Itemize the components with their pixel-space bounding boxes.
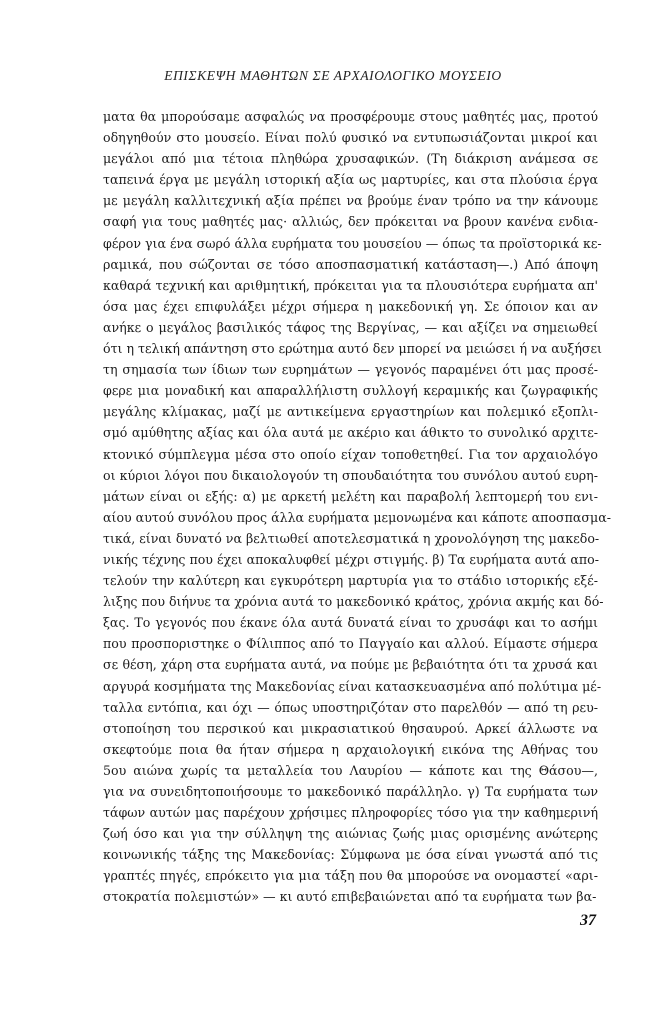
text-line: φέρον για ένα σωρό άλλα ευρήματα του μουσείου — όπως τα προϊστορικά κε- (103, 235, 602, 251)
text-line: ξας. Το γεγονός που έκανε όλα αυτά δυνατά είναι το χρυσάφι και το ασήμι (103, 615, 598, 631)
text-line: τελούν την καλύτερη και εγκυρότερη μαρτυρία για το στάδιο ιστορικής εξέ- (103, 573, 598, 589)
text-line: ταλλα εντόπια, και όχι — όπως υποστηριζόταν στο παρελθόν — από τη ρευ- (103, 699, 598, 715)
text-line: αργυρά κοσμήματα της Μακεδονίας είναι κατασκευασμένα από πολύτιμα μέ- (103, 678, 602, 694)
text-line: ανήκε ο μεγάλος βασιλικός τάφος της Βεργίνας, — και αξίζει να σημειωθεί (103, 319, 598, 335)
text-line: μάτων είναι οι εξής: α) με αρκετή μελέτη και παραβολή λεπτομερή του ενι- (103, 488, 598, 504)
text-line: ζωή όσο και για την σύλληψη της αιώνιας ζωής μιας ορισμένης ανώτερης (103, 826, 598, 842)
text-line: τη σημασία των ίδιων των ευρημάτων — γεγονός παραμένει ότι μας προσέ- (103, 362, 598, 378)
text-line: στοκρατία πολεμιστών» — κι αυτό επιβεβαιώνεται από τα ευρήματα των βα- (103, 889, 597, 905)
text-line: αίου αυτού συνόλου προς άλλα ευρήματα μεμονωμένα και κάποτε αποσπασμα- (103, 509, 611, 525)
text-line: μεγάλης κλίμακας, μαζί με αντικείμενα εργαστηρίων και πολεμικό εξοπλι- (103, 404, 598, 420)
text-line: καθαρά τεχνική και αριθμητική, πρόκειται για τα πλουσιότερα ευρήματα απ' (103, 277, 598, 293)
text-line: οι κύριοι λόγοι που δικαιολογούν τη σπουδαιότητα του συνόλου αυτού ευρη- (103, 467, 598, 483)
text-line: ταπεινά έργα με μεγάλη ιστορική αξία ως μαρτυρίες, και στα πλούσια έργα (103, 172, 598, 188)
body-text-block (103, 106, 611, 908)
text-line: με μεγάλη καλλιτεχνική αξία πρέπει να βρούμε έναν τρόπο να την κάνουμε (103, 193, 598, 209)
text-line: όσα μας έχει επιφυλάξει μέχρι σήμερα η μακεδονική γη. Σε όποιον και αν (103, 298, 598, 314)
text-line: σε θέση, χάρη στα ευρήματα αυτά, να πούμε με βεβαιότητα ότι τα χρυσά και (103, 657, 598, 673)
page-number: 37 (580, 912, 596, 929)
text-line: σμό αμύθητης αξίας και όλα αυτά με ακέριο και άθικτο το συνολικό αρχιτε- (103, 425, 598, 441)
text-line: λιξης που διήνυε τα χρόνια αυτά το μακεδονικό κράτος, χρόνια ακμής και δό- (103, 594, 604, 610)
text-line: κοινωνικής τάξης της Μακεδονίας: Σύμφωνα με όσα είναι γνωστά από τις (103, 847, 598, 863)
text-line: σαφή για τους μαθητές μας· αλλιώς, δεν πρόκειται να βρουν κανένα ενδια- (103, 214, 598, 230)
text-line: φερε μια μοναδική και απαραλλήλιστη συλλογή κεραμικής και ζωγραφικής (103, 383, 598, 399)
text-line: κτονικό σύμπλεγμα μέσα στο οποίο είχαν τοποθετηθεί. Για τον αρχαιολόγο (103, 446, 598, 462)
text-line: σκεφτούμε ποια θα ήταν σήμερα η αρχαιολογική εικόνα της Αθήνας του (103, 741, 598, 757)
text-line: τάφων αυτών μας παρέχουν χρήσιμες πληροφορίες τόσο για την καθημερινή (103, 805, 598, 821)
running-head-title: ΕΠΙΣΚΕΨΗ ΜΑΘΗΤΩΝ ΣΕ ΑΡΧΑΙΟΛΟΓΙΚΟ ΜΟΥΣΕΙΟ (164, 68, 502, 83)
text-line: μεγάλοι από μια τέτοια πληθώρα χρυσαφικών. (Τη διάκριση ανάμεσα σε (103, 151, 598, 167)
text-line: ραμικά, που σώζονται σε τόσο αποσπασματική κατάσταση—.) Από άποψη (103, 256, 598, 272)
text-line: οδηγηθούν στο μουσείο. Είναι πολύ φυσικό να εντυπωσιάζονται μικροί και (103, 130, 598, 146)
text-line: νικής τέχνης που έχει αποκαλυφθεί μέχρι στιγμής. β) Τα ευρήματα αυτά απο- (103, 551, 599, 567)
text-line: γραπτές πηγές, επρόκειτο για μια τάξη που θα μπορούσε να ονομαστεί «αρι- (103, 868, 598, 884)
text-line: 5ου αιώνα χωρίς τα μεταλλεία του Λαυρίου — κάποτε και της Θάσου—, (103, 762, 598, 778)
text-line: στοποίηση του περσικού και μικρασιατικού θησαυρού. Αρκεί άλλωστε να (103, 720, 598, 736)
text-line: τικά, είναι δυνατό να βελτιωθεί αποτελεσματικά η χρονολόγηση της μακεδο- (103, 530, 600, 546)
text-line: ματα θα μπορούσαμε ασφαλώς να προσφέρουμε στους μαθητές μας, προτού (103, 109, 598, 124)
text-line: που προσποριστηκε ο Φίλιππος από το Παγγαίο και αλλού. Είμαστε σήμερα (103, 636, 598, 652)
text-line: ότι η τελική απάντηση στο ερώτημα αυτό δεν μπορεί να μειώσει ή να αυξήσει (103, 341, 602, 357)
text-line: για να συνειδητοποιήσουμε το μακεδονικό παράλληλο. γ) Τα ευρήματα των (103, 784, 598, 799)
